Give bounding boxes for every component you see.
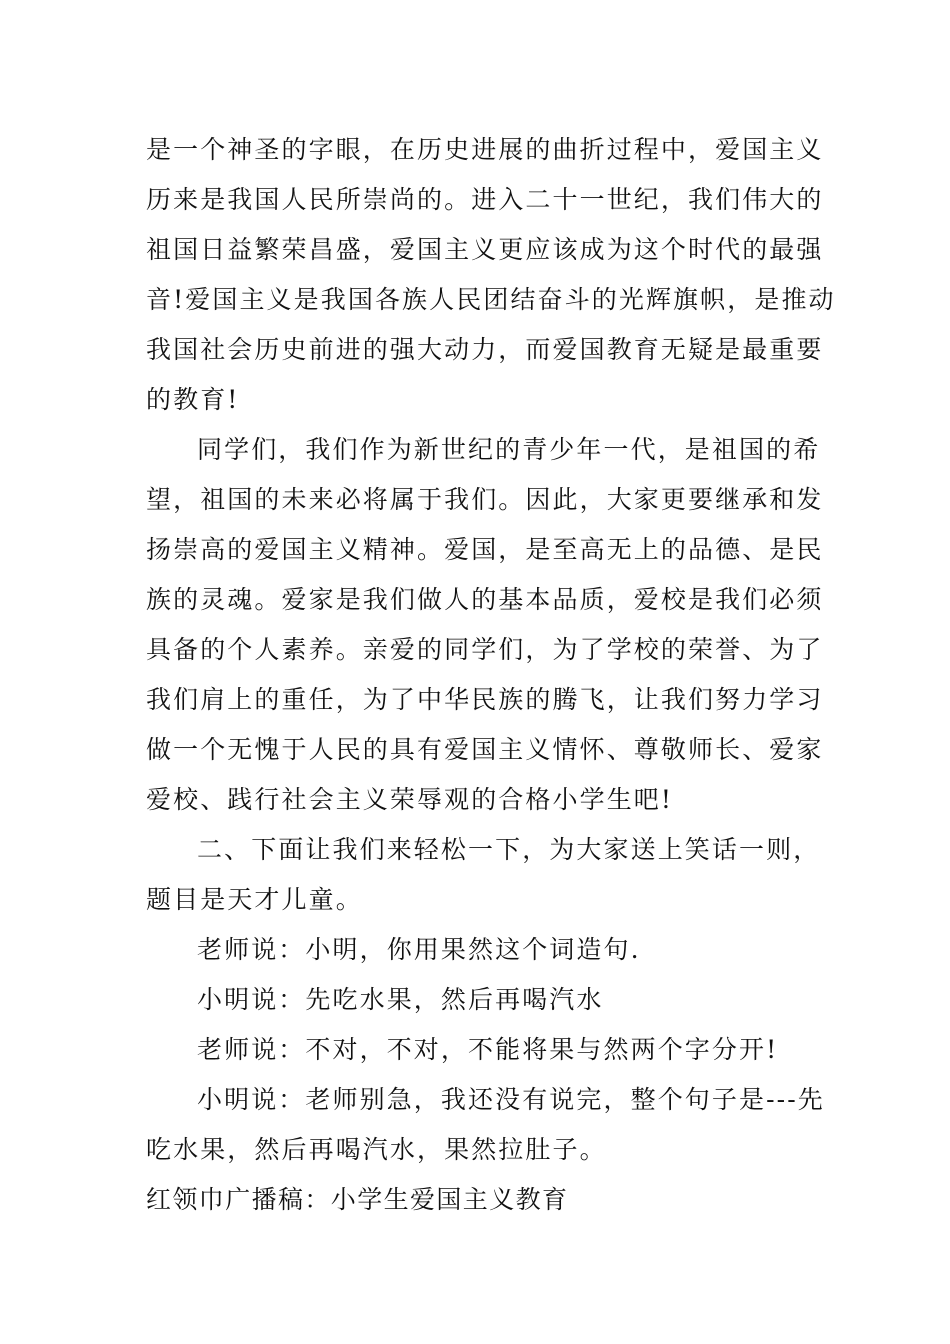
text-line: 做一个无愧于人民的具有爱国主义情怀、尊敬师长、爱家 — [146, 735, 824, 764]
document-title-line: 红领巾广播稿：小学生爱国主义教育 — [146, 1185, 569, 1214]
text-line: 扬崇高的爱国主义精神。爱国，是至高无上的品德、是民 — [146, 535, 824, 564]
text-line: 吃水果，然后再喝汽水，果然拉肚子。 — [146, 1135, 607, 1164]
text-line: 音!爱国主义是我国各族人民团结奋斗的光辉旗帜，是推动 — [146, 285, 836, 314]
text-line: 族的灵魂。爱家是我们做人的基本品质，爱校是我们必须 — [146, 585, 824, 614]
text-line: 我国社会历史前进的强大动力，而爱国教育无疑是最重要 — [146, 335, 824, 364]
text-line: 二、下面让我们来轻松一下，为大家送上笑话一则， — [197, 835, 821, 864]
text-line: 老师说：小明，你用果然这个词造句. — [197, 935, 641, 964]
text-line: 爱校、践行社会主义荣辱观的合格小学生吧! — [146, 785, 674, 814]
text-line: 是一个神圣的字眼，在历史进展的曲折过程中，爱国主义 — [146, 135, 824, 164]
text-line: 祖国日益繁荣昌盛，爱国主义更应该成为这个时代的最强 — [146, 235, 824, 264]
text-line: 历来是我国人民所崇尚的。进入二十一世纪，我们伟大的 — [146, 185, 824, 214]
text-line: 具备的个人素养。亲爱的同学们，为了学校的荣誉、为了 — [146, 635, 824, 664]
text-line: 我们肩上的重任，为了中华民族的腾飞，让我们努力学习 — [146, 685, 824, 714]
text-line: 小明说：先吃水果，然后再喝汽水 — [197, 985, 604, 1014]
text-line: 题目是天才儿童。 — [146, 885, 363, 914]
text-line: 的教育! — [146, 385, 240, 414]
text-line: 小明说：老师别急，我还没有说完，整个句子是---先 — [197, 1085, 825, 1114]
text-line: 老师说：不对，不对，不能将果与然两个字分开! — [197, 1035, 779, 1064]
text-line: 同学们，我们作为新世纪的青少年一代，是祖国的希 — [197, 435, 821, 464]
text-line: 望，祖国的未来必将属于我们。因此，大家更要继承和发 — [146, 485, 824, 514]
